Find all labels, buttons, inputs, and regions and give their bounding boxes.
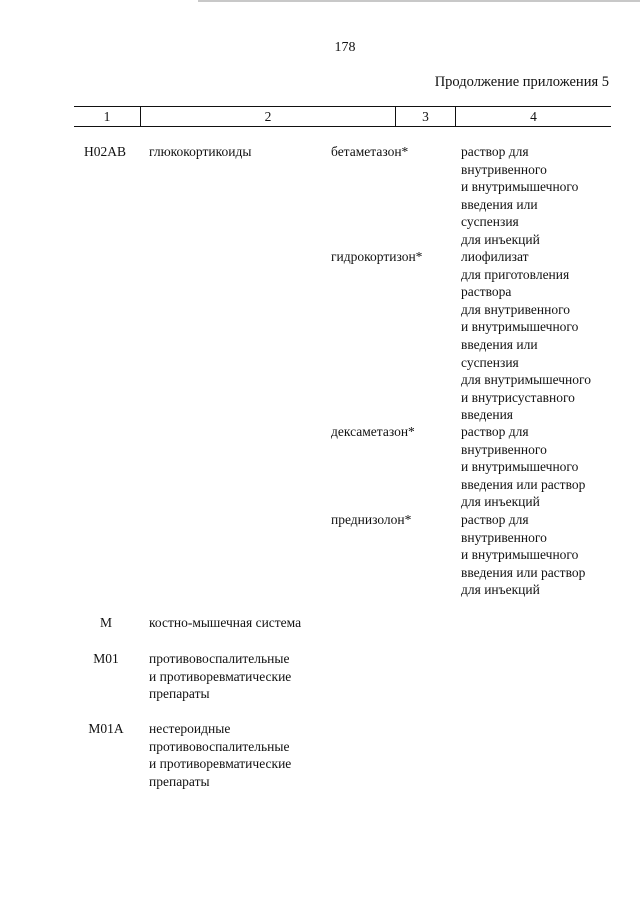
page-number: 178: [334, 40, 356, 55]
table-header-col-2: 2: [264, 109, 272, 124]
atc-code: М01: [93, 651, 119, 666]
drug-name: дексаметазон*: [331, 424, 415, 439]
drug-name: гидрокортизон*: [331, 249, 423, 264]
dosage-form: раствор для внутривенного и внутримышечного введения или раствор для инъекций: [461, 512, 586, 598]
atc-group-name: костно-мышечная система: [149, 615, 302, 630]
atc-code: М: [99, 615, 112, 630]
appendix-title: Продолжение приложения 5: [434, 74, 609, 90]
atc-code: H02AB: [84, 144, 127, 159]
table-header-col-1: 1: [103, 109, 111, 124]
atc-group-name: нестероидные противовоспалительные и противоревматические препараты: [149, 721, 292, 789]
atc-group-name: глюкокортикоиды: [149, 144, 252, 159]
drug-name: преднизолон*: [331, 512, 412, 527]
table-header-col-4: 4: [530, 109, 537, 124]
scan-edge-rule: [198, 0, 640, 2]
atc-code: М01А: [88, 721, 124, 736]
dosage-form: лиофилизат для приготовления раствора для внутривенного и внутримышечного введения или суспензия для внутримышечного и внутрисуставного введения: [461, 249, 591, 423]
table-header-row: [74, 106, 611, 127]
drug-name: бетаметазон*: [331, 144, 409, 159]
table-header-col-3: 3: [422, 109, 429, 124]
dosage-form: раствор для внутривенного и внутримышечного введения или раствор для инъекций: [461, 424, 586, 510]
dosage-form: раствор для внутривенного и внутримышечного введения или суспензия для инъекций: [461, 144, 579, 247]
atc-group-name: противовоспалительные и противоревматические препараты: [149, 651, 292, 702]
